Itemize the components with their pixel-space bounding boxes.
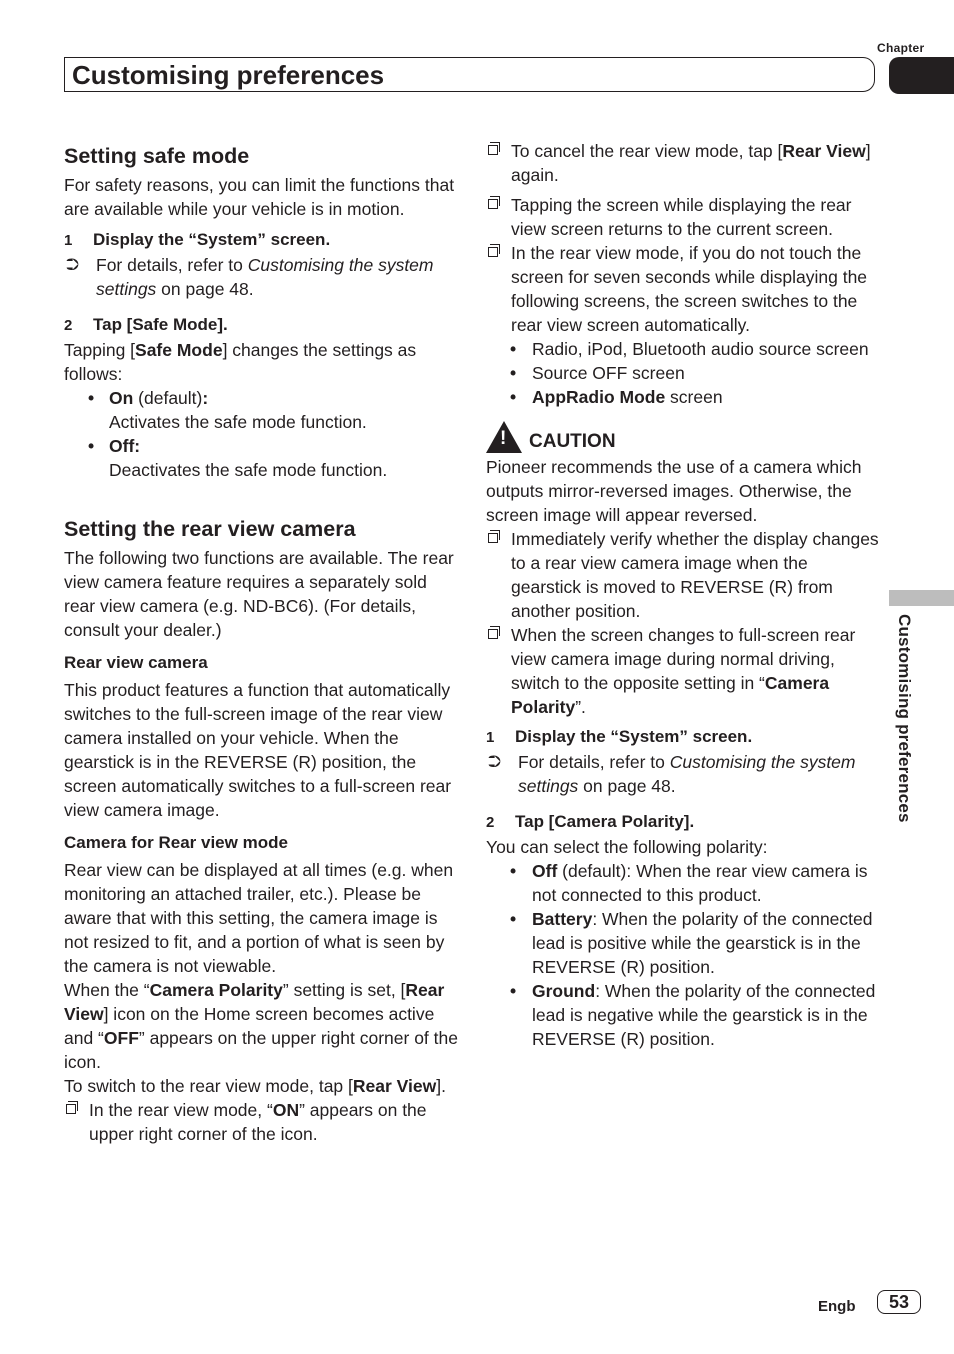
page-title: Customising preferences [72,60,385,90]
text: ] again. [511,141,871,185]
text: ] changes the settings as follows: [64,340,417,384]
polarity-option-battery [486,907,880,979]
polarity-option-ground [486,979,880,1051]
list-item [486,337,880,361]
step-1 [64,228,458,253]
step-text: Display the “System” screen. [515,727,753,746]
text: (default): When the rear view camera is not connected to this product. [532,861,868,905]
safe-mode-tap-text [64,338,458,386]
option-colon: : [202,388,209,408]
bullet-icon: • [510,339,517,359]
note-item [486,139,880,187]
step-text: Tap [Camera Polarity]. [515,812,695,831]
caution-label: CAUTION [529,431,616,452]
text: ]. [436,1076,446,1096]
camera-polarity-text [64,978,458,1074]
bullet-icon: • [510,909,517,929]
bullet-icon: • [88,436,95,456]
text: Tapping the screen while displaying the rear view screen returns to the current screen. [511,195,852,239]
note-item [486,193,880,241]
bold-text: AppRadio Mode [532,387,666,407]
option-on-desc: Activates the safe mode function. [109,412,367,432]
subheading-camera-rear-mode: Camera for Rear view mode [64,833,288,852]
checkbox-note-icon [66,1104,76,1114]
side-tab-text: Customising preferences [895,614,914,823]
text: ] icon on the Home screen becomes active and “ [64,1004,435,1048]
text: Source OFF screen [532,363,685,383]
bold-text: Off [532,861,558,881]
option-on [64,386,458,410]
arrow-icon: ⮊ [66,255,79,274]
bold-text: Camera Polarity [149,980,283,1000]
rear-camera-intro: The following two functions are available. The rear view camera feature requires a separately sold rear view camera (e.g. ND-BC6). (For details, consult your dealer.) [64,548,454,640]
note-item [486,241,880,337]
ref-text-post: on page 48. [578,776,676,796]
ref-link-text: Customising the system settings [96,255,434,299]
step-number: 1 [486,729,495,746]
bullet-icon: • [88,388,95,408]
text: In the rear view mode, if you do not touch the screen for seven seconds while displaying the following screens, the screen switches to the rear view screen automatically. [511,243,868,335]
bold-text: Rear View [64,980,445,1024]
step-number: 2 [486,814,495,831]
bold-text: ON [272,1100,300,1120]
checkbox-note-icon [488,533,498,543]
checkbox-note-icon [488,145,498,155]
select-polarity-text: You can select the following polarity: [486,837,768,857]
text: : When the polarity of the connected lead is negative while the gearstick is in the REVERSE (R) position. [532,981,876,1049]
bold-text: Ground [532,981,596,1001]
text: To switch to the rear view mode, tap [ [64,1076,353,1096]
step-number: 2 [64,317,73,334]
step-1 [486,725,880,750]
bold-text: Safe Mode [135,340,223,360]
text: screen [665,387,723,407]
bold-text: Battery [532,909,593,929]
caution-text: Pioneer recommends the use of a camera which outputs mirror-reversed images. Otherwise, the screen image will appear reversed. [486,457,862,525]
list-item [486,385,880,409]
note-item [486,527,880,623]
option-label: On [109,388,134,408]
text: In the rear view mode, “ [89,1100,273,1120]
right-column [486,139,880,1051]
option-label: Off: [109,436,141,456]
note-item [486,623,880,719]
section-heading-rear-camera: Setting the rear view camera [64,517,356,541]
checkbox-note-icon [488,199,498,209]
bold-text: OFF [103,1028,139,1048]
text: ” appears on the upper right corner of the icon. [64,1028,458,1072]
footer-language: Engb [818,1298,856,1315]
note-item [64,1098,458,1146]
switch-mode-text [64,1074,458,1098]
step-text: Display the “System” screen. [93,230,331,249]
bullet-icon: • [510,861,517,881]
chapter-label: Chapter [877,41,925,55]
ref-link-text: Customising the system settings [518,752,856,796]
step-2 [64,313,458,338]
reference-note [486,750,880,798]
polarity-option-off [486,859,880,907]
side-tab-marker [889,590,954,606]
reference-note [64,253,458,301]
bullet-icon: • [510,363,517,383]
section-heading-safe-mode: Setting safe mode [64,144,250,168]
bold-text: Rear View [352,1076,437,1096]
list-item [486,361,880,385]
rear-view-camera-text: This product features a function that automatically switches to the full-screen image of the rear view camera installed on your vehicle. When the gearstick is in the REVERSE (R) position, the screen automatically switches to a full-screen rear view camera image. [64,680,452,820]
text: Tapping [ [64,340,136,360]
checkbox-note-icon [488,629,498,639]
chapter-tab [889,57,954,94]
text: : When the polarity of the connected lead is positive while the gearstick is in the REVERSE (R) position. [532,909,873,977]
text: When the screen changes to full-screen rear view camera image during normal driving, switch to the opposite setting in “ [511,625,856,693]
step-2 [486,810,880,835]
warning-mark: ! [500,428,507,449]
subheading-rear-view-camera: Rear view camera [64,653,208,672]
page-number: 53 [877,1290,921,1314]
bold-text: Camera Polarity [511,673,830,717]
safe-mode-intro: For safety reasons, you can limit the functions that are available while your vehicle is in motion. [64,175,455,219]
text: ”. [575,697,586,717]
caution-header [486,421,880,453]
bullet-icon: • [510,981,517,1001]
camera-rear-mode-text: Rear view can be displayed at all times (e.g. when monitoring an attached trailer, etc.). Please be aware that with this setting, the camera image is not resized to fit, and a portion of what is seen by the camera is not viewable. [64,860,454,976]
left-column [64,143,458,1146]
text: ” setting is set, [ [282,980,406,1000]
checkbox-note-icon [488,247,498,257]
ref-text-post: on page 48. [156,279,254,299]
text: ” appears on the upper right corner of the icon. [89,1100,427,1144]
step-number: 1 [64,232,73,249]
step-text: Tap [Safe Mode]. [93,315,228,334]
bullet-icon: • [510,387,517,407]
bold-text: Rear View [782,141,866,161]
arrow-icon: ⮊ [488,752,501,771]
text: When the “ [64,980,150,1000]
ref-text: For details, refer to [518,752,670,772]
warning-icon [486,421,522,453]
text: Radio, iPod, Bluetooth audio source screen [532,339,869,359]
option-off [64,434,458,458]
text: Immediately verify whether the display changes to a rear view camera image when the gearstick is moved to REVERSE (R) from another position. [511,529,879,621]
option-off-desc: Deactivates the safe mode function. [109,460,388,480]
ref-text: For details, refer to [96,255,248,275]
text: To cancel the rear view mode, tap [ [511,141,783,161]
option-suffix: (default) [133,388,203,408]
